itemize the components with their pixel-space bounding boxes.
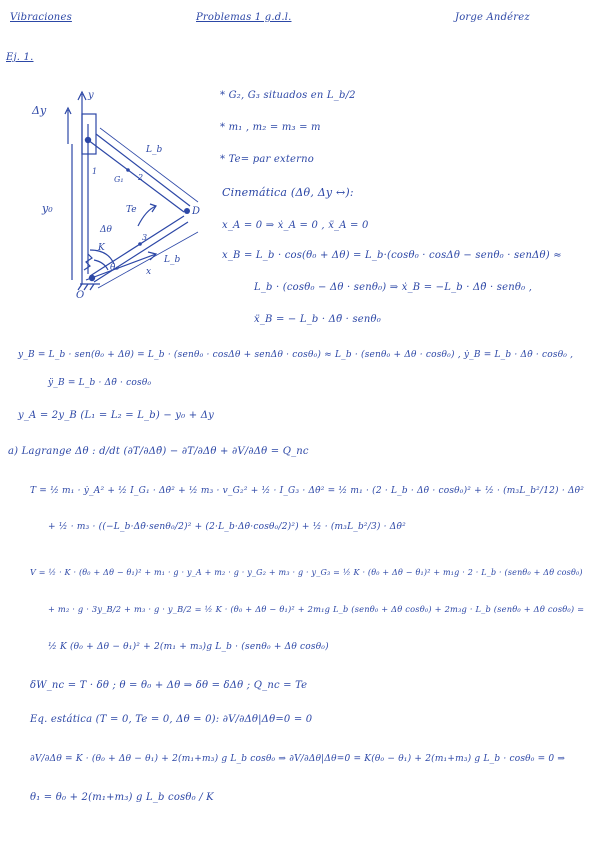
label-o: O bbox=[76, 290, 85, 299]
label-bar-2: 2 bbox=[138, 173, 144, 182]
exercise-label: Ej. 1. bbox=[6, 52, 34, 63]
eq-line-5: y_B = L_b · sen(θ₀ + Δθ) = L_b · (senθ₀ · cosΔθ + senΔθ · cosθ₀) ≈ L_b · (senθ₀ + Δθ · cosθ₀) , ẏ_B = L_b · Δθ̇ · cosθ₀ , bbox=[18, 350, 574, 360]
eq-line-15: Eq. estática (T = 0, Te = 0, Δθ = 0): ∂V/∂Δθ|Δθ=0 = 0 bbox=[30, 714, 313, 725]
label-lb-upper: L_b bbox=[146, 145, 163, 155]
header-author: Jorge Andérez bbox=[455, 12, 530, 23]
label-k: K bbox=[98, 243, 105, 253]
eq-line-2: x_B = L_b · cos(θ₀ + Δθ) = L_b·(cosθ₀ · cosΔθ − senθ₀ · senΔθ) ≈ bbox=[222, 250, 562, 261]
eq-line-8: a) Lagrange Δθ : d/dt (∂T/∂Δθ̇) − ∂T/∂Δθ + ∂V/∂Δθ = Q_nc bbox=[8, 446, 309, 457]
mechanism-diagram bbox=[28, 84, 208, 299]
label-y-axis: y bbox=[88, 90, 94, 101]
eq-line-4: ẍ_B = − L_b · Δθ̈ · senθ₀ bbox=[254, 314, 381, 325]
label-d: D bbox=[192, 206, 201, 217]
note-kinematics: Cinemática (Δθ, Δy ↔): bbox=[222, 186, 354, 199]
eq-line-14: δW_nc = T · δθ ; θ = θ₀ + Δθ ⇒ δθ = δΔθ ; Q_nc = Te bbox=[30, 680, 308, 691]
header-subject: Vibraciones bbox=[10, 12, 72, 23]
label-dtheta: Δθ bbox=[100, 225, 112, 235]
note-centers: * G₂, G₃ situados en L_b/2 bbox=[220, 90, 356, 101]
note-external-torque: * Te= par externo bbox=[220, 154, 315, 165]
label-bar-1: 1 bbox=[92, 167, 98, 176]
label-theta0: θ₀ bbox=[110, 263, 120, 273]
label-bar-3: 3 bbox=[142, 233, 148, 242]
eq-line-11: V = ½ · K · (θ₀ + Δθ − θ₁)² + m₁ · g · y_A + m₂ · g · y_G₂ + m₃ · g · y_G₃ = ½ K · (θ₀ + Δθ − θ₁)² + m₁g · 2 · L_b · (senθ₀ + Δθ cosθ₀) bbox=[30, 568, 583, 577]
eq-line-3: L_b · (cosθ₀ − Δθ · senθ₀) ⇒ ẋ_B = −L_b · Δθ̇ · senθ₀ , bbox=[254, 282, 533, 293]
header-title: Problemas 1 g.d.l. bbox=[196, 12, 292, 23]
label-lb-lower: L_b bbox=[164, 255, 181, 265]
eq-line-12: + m₂ · g · 3y_B/2 + m₃ · g · y_B/2 = ½ K · (θ₀ + Δθ − θ₁)² + 2m₁g L_b (senθ₀ + Δθ cosθ₀) + 2m₃g · L_b (senθ₀ + Δθ cosθ₀) = bbox=[48, 604, 585, 614]
eq-line-13: ½ K (θ₀ + Δθ − θ₁)² + 2(m₁ + m₃)g L_b · (senθ₀ + Δθ cosθ₀) bbox=[48, 642, 329, 652]
eq-line-10: + ½ · m₃ · ((−L_b·Δθ̇·senθ₀/2)² + (2·L_b·Δθ̇·cosθ₀/2)²) + ½ · (m₃L_b²/3) · Δθ̇² bbox=[48, 522, 406, 532]
eq-line-7: y_A = 2y_B (L₁ = L₂ = L_b) − y₀ + Δy bbox=[18, 410, 214, 421]
eq-line-16: ∂V/∂Δθ = K · (θ₀ + Δθ − θ₁) + 2(m₁+m₃) g L_b cosθ₀ ⇒ ∂V/∂Δθ|Δθ=0 = K(θ₀ − θ₁) + 2(m₁+m₃) g L_b · cosθ₀ = 0 ⇒ bbox=[30, 754, 566, 764]
label-y0: y₀ bbox=[42, 202, 53, 215]
eq-line-6: ÿ_B = L_b · Δθ̈ · cosθ₀ bbox=[48, 378, 152, 388]
label-dy: Δy bbox=[32, 104, 47, 117]
note-masses: * m₁ , m₂ = m₃ = m bbox=[220, 122, 321, 133]
eq-line-1: x_A = 0 ⇒ ẋ_A = 0 , ẍ_A = 0 bbox=[222, 220, 369, 231]
label-te: Te bbox=[126, 205, 137, 215]
eq-line-9: T = ½ m₁ · ẏ_A² + ½ I_G₁ · Δθ̇² + ½ m₃ · v_G₂² + ½ · I_G₃ · Δθ̇² = ½ m₁ · (2 · L_b · Δθ̇ · cosθ₀)² + ½ · (m₃L_b²/12) · Δθ̇² bbox=[30, 486, 585, 496]
label-g1: G₁ bbox=[114, 175, 124, 184]
eq-line-17: θ₁ = θ₀ + 2(m₁+m₃) g L_b cosθ₀ / K bbox=[30, 792, 214, 803]
label-x-axis: x bbox=[146, 267, 152, 277]
